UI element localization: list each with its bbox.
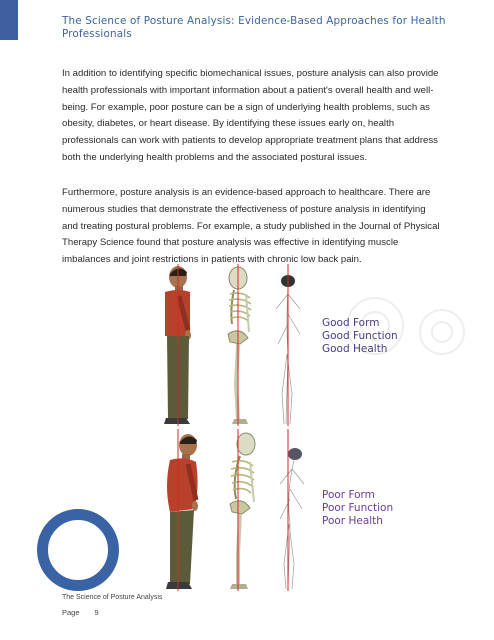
poor-posture-skeleton [230,433,255,589]
posture-comparison-figure [150,264,480,614]
poor-posture-human-figure [166,434,198,589]
corner-tab [0,0,18,40]
poor-posture-labels [322,489,393,528]
good-form-label: Good Form [322,317,380,329]
page-label: Page [62,608,80,617]
paragraph-1: In addition to identifying specific biomechanical issues, posture analysis can also provide health professionals with important information about a patient's overall health and well-being. For example, poor posture can be a sign of underlying health problems, such as obesity, diabetes, or heart disease. By identifying these issues early on, health professionals can work with patients to develop appropriate treatment plans that address both the underlying health problems and the associated postural issues. [62,68,439,163]
posture-illustration [150,264,480,614]
good-posture-skeleton [228,267,251,424]
footer-title: The Science of Posture Analysis [62,594,163,601]
poor-form-label: Poor Form [322,489,375,501]
decorative-ring [37,509,119,591]
page-number: 9 [94,608,99,617]
good-posture-labels [322,317,398,356]
footer-page-number [62,608,99,617]
paragraph-2: Furthermore, posture analysis is an evidence-based approach to healthcare. There are numerous studies that demonstrate the effectiveness of posture analysis in identifying and treating postural problems. For example, a study published in the Journal of Physical Therapy Science found that posture analysis was effective in identifying muscle imbalances and joint restrictions in patients with chronic low back pain. [62,187,440,266]
poor-function-label: Poor Function [322,502,394,514]
page-header-title: The Science of Posture Analysis: Evidence-Based Approaches for Health Professionals [62,15,446,40]
poor-health-label: Poor Health [322,515,383,527]
good-health-label: Good Health [322,343,388,355]
good-function-label: Good Function [322,330,398,342]
poor-posture-nervous-system [280,448,304,589]
